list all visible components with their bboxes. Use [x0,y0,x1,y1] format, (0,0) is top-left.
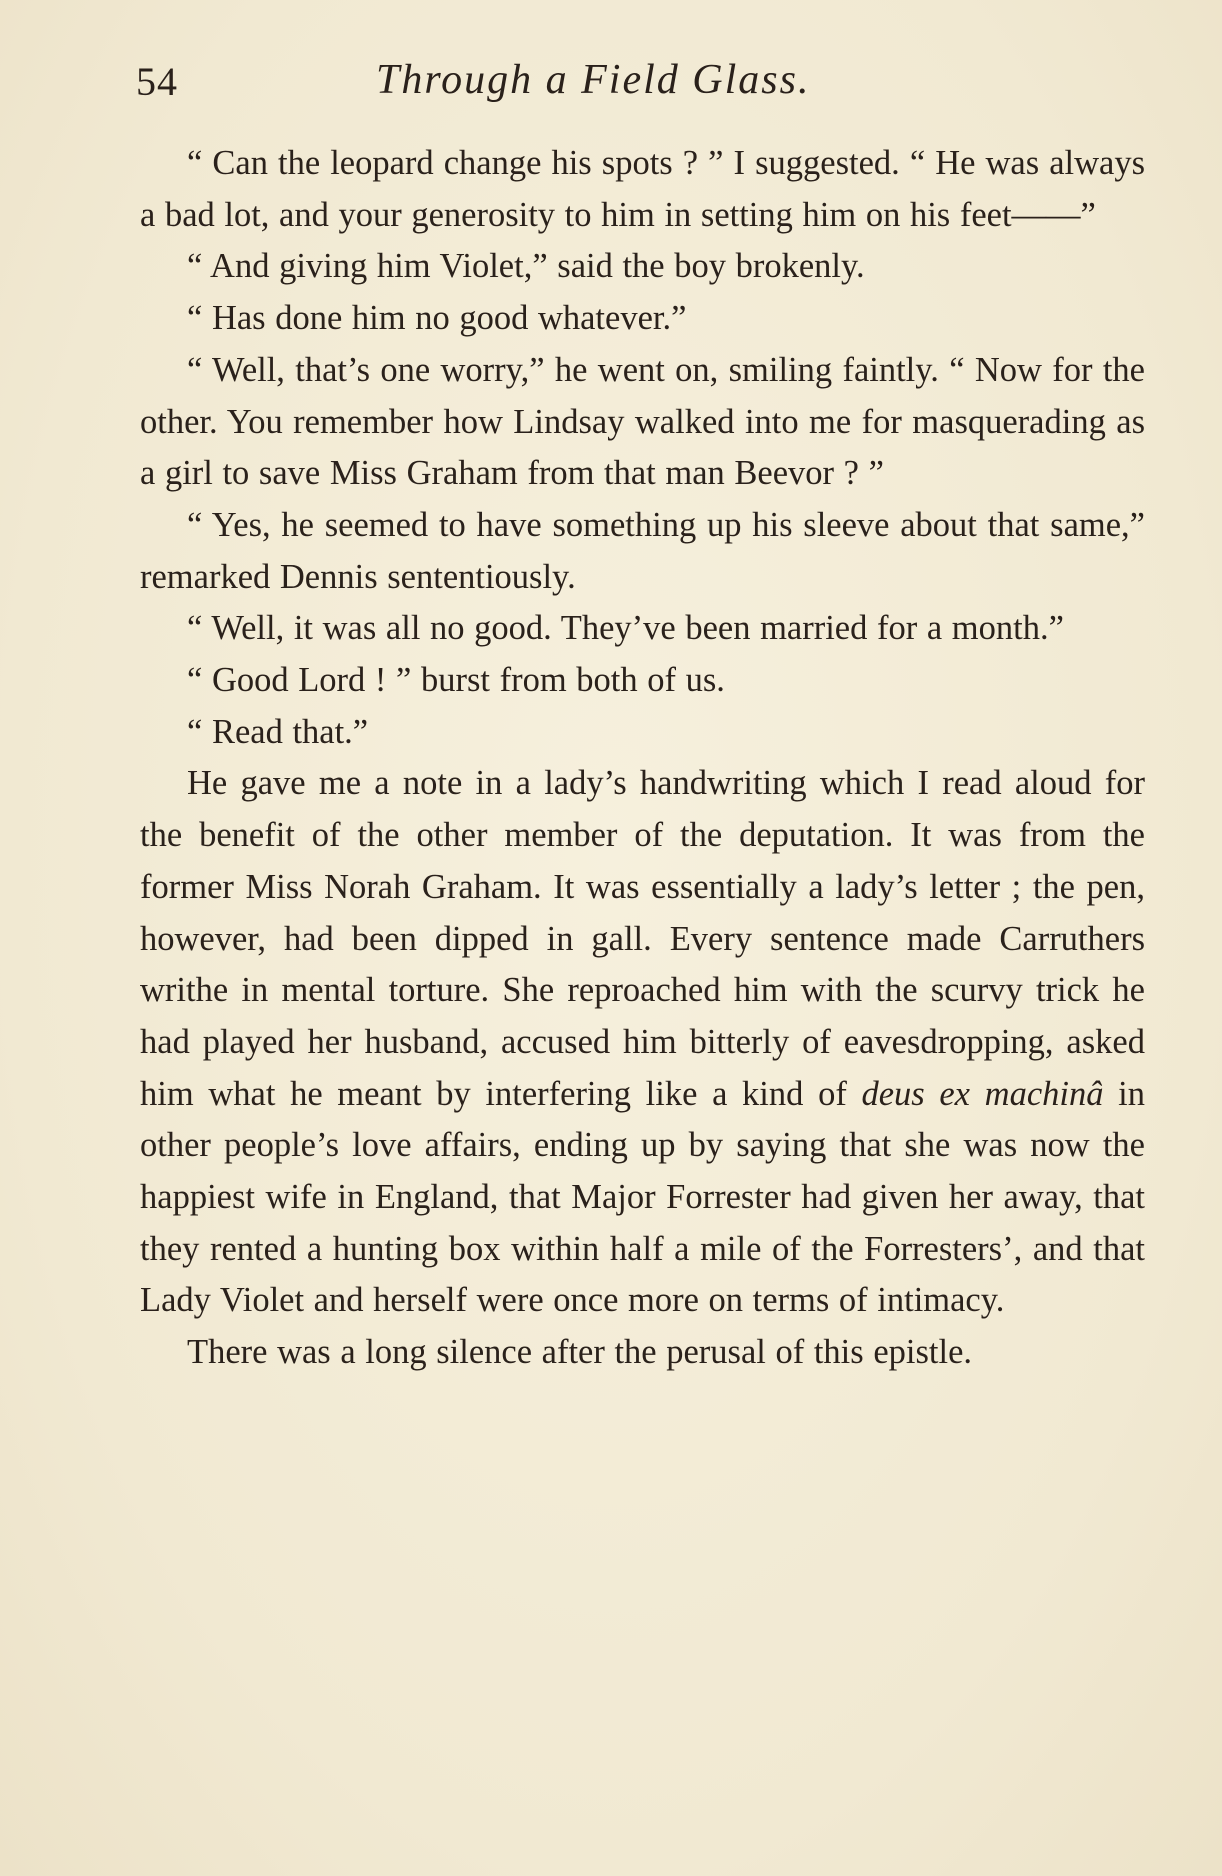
running-title: Through a Field Glass. [376,57,811,103]
paragraph-2: “ And giving him Violet,” said the boy brokenly. [187,247,865,286]
page-number: 54 [136,59,178,104]
paragraph-8: “ Read that.” [187,712,369,751]
paragraph-6: “ Well, it was all no good. They’ve been married for a month.” [187,609,1064,648]
paragraph-7: “ Good Lord ! ” burst from both of us. [187,661,725,700]
paragraph-9-part-2: in other people’s love affairs, ending up by saying that she was now the happiest wife in England, that Major Forrester had given her away, that they rented a hunting box within half a mile of the Forresters’, and that Lady Violet and herself were once more on terms of intimacy. [140,1074,1145,1320]
paragraph-10: There was a long silence after the perusal of this epistle. [187,1333,973,1372]
paragraph-5: “ Yes, he seemed to have something up his sleeve about that same,” remarked Dennis sententiously. [140,505,1145,596]
page-header [0,52,1222,112]
paragraph-9 [140,758,1145,1327]
paragraph-1: “ Can the leopard change his spots ? ” I suggested. “ He was always a bad lot, and your generosity to him in setting him on his feet——” [140,144,1145,234]
paragraph-9-part-1: He gave me a note in a lady’s handwriting which I read aloud for the benefit of the other member of the deputation. It was from the former Miss Norah Graham. It was essentially a lady’s letter ; the pen, however, had been dipped in gall. Every sentence made Carruthers writhe in mental torture. She reproached him with the scurvy trick he had played her husband, accused him bitterly of eavesdropping, asked him what he meant by interfering like a kind of [140,764,1145,1113]
italic-phrase: deus ex machinâ [861,1074,1104,1113]
paragraph-3: “ Has done him no good whatever.” [187,299,687,338]
paragraph-4: “ Well, that’s one worry,” he went on, smiling faintly. “ Now for the other. You remember how Lindsay walked into me for masquerading as a girl to save Miss Graham from that man Beevor ? ” [140,350,1145,493]
body-text [140,138,1145,1379]
